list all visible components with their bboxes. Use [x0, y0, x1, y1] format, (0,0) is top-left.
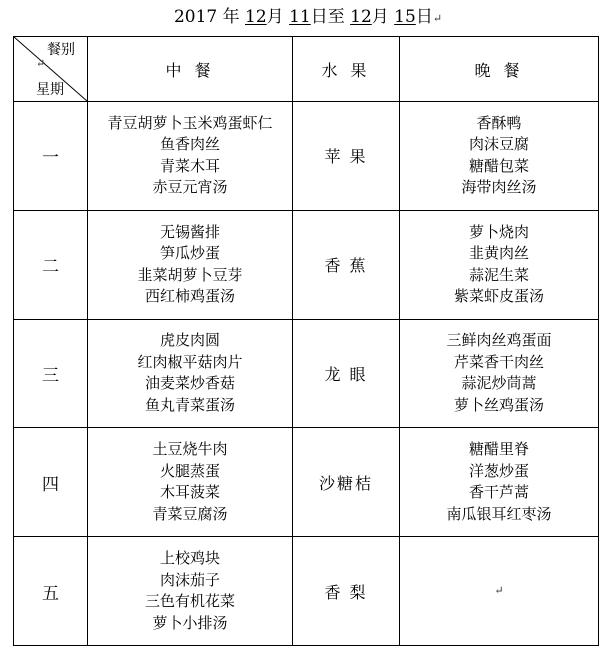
fruit-cell: 苹 果 [293, 102, 400, 211]
dish: 三鲜肉丝鸡蛋面 [446, 331, 552, 350]
lunch-cell [88, 102, 293, 211]
dish: 赤豆元宵汤 [152, 178, 228, 197]
title-to: 日至 [310, 7, 345, 27]
dish: 紫菜虾皮蛋汤 [453, 287, 544, 306]
title-year-unit: 年 [222, 7, 240, 27]
dish: 青菜豆腐汤 [152, 504, 228, 523]
title-start-day: 11 [289, 7, 311, 27]
dinner-cell [400, 428, 599, 537]
dish: 南瓜银耳红枣汤 [446, 504, 552, 523]
weekday-cell: 五 [14, 537, 88, 646]
dish: 海带肉丝汤 [461, 178, 537, 197]
paragraph-mark: ↵ [494, 584, 504, 598]
dish: 笋瓜炒蛋 [159, 244, 220, 263]
dish: 洋葱炒蛋 [468, 461, 529, 480]
dish: 萝卜烧肉 [468, 222, 529, 241]
table-row [14, 537, 599, 646]
weekday-cell: 三 [14, 319, 88, 428]
dish: 肉沫茄子 [159, 570, 220, 589]
dish: 鱼丸青菜蛋汤 [144, 395, 235, 414]
dish: 香酥鸭 [476, 113, 522, 132]
page-title [0, 4, 616, 32]
lunch-cell [88, 428, 293, 537]
dish: 糖醋包菜 [468, 156, 529, 175]
dish: 青菜木耳 [159, 156, 220, 175]
meal-type-label: 餐别 [47, 42, 75, 58]
title-end-day: 15 [394, 7, 416, 27]
dish: 韭黄肉丝 [468, 244, 529, 263]
dinner-cell [400, 102, 599, 211]
weekday-cell: 一 [14, 102, 88, 211]
dinner-cell [400, 319, 599, 428]
lunch-cell [88, 537, 293, 646]
fruit-header: 水 果 [293, 37, 400, 102]
diagonal-header-cell [14, 37, 88, 102]
title-end-month: 12 [350, 7, 372, 27]
dish: 蒜泥生菜 [468, 265, 529, 284]
dish: 青豆胡萝卜玉米鸡蛋虾仁 [107, 113, 273, 132]
fruit-cell: 香 梨 [293, 537, 400, 646]
weekly-menu-table [13, 36, 599, 646]
dish: 红肉椒平菇肉片 [137, 352, 243, 371]
dish: 萝卜小排汤 [152, 613, 228, 632]
paragraph-mark: ↵ [432, 12, 443, 25]
dish: 肉沫豆腐 [468, 135, 529, 154]
dish: 西红柿鸡蛋汤 [144, 287, 235, 306]
dish: 无锡酱排 [159, 222, 220, 241]
title-month-unit-2: 月 [371, 7, 389, 27]
weekday-cell: 四 [14, 428, 88, 537]
fruit-cell: 龙 眼 [293, 319, 400, 428]
dish: 糖醋里脊 [468, 440, 529, 459]
dish: 三色有机花菜 [144, 592, 235, 611]
table-row [14, 319, 599, 428]
fruit-cell: 香 蕉 [293, 210, 400, 319]
dish: 鱼香肉丝 [159, 135, 220, 154]
title-year: 2017 [173, 7, 218, 27]
dinner-header: 晚 餐 [400, 37, 599, 102]
paragraph-mark: ↵ [36, 57, 50, 70]
header-row [14, 37, 599, 102]
table-row [14, 102, 599, 211]
dish: 土豆烧牛肉 [152, 440, 228, 459]
dish: 上校鸡块 [159, 549, 220, 568]
dish: 韭菜胡萝卜豆芽 [137, 265, 243, 284]
fruit-cell: 沙糖桔 [293, 428, 400, 537]
title-start-month: 12 [245, 7, 267, 27]
lunch-cell [88, 210, 293, 319]
dish: 萝卜丝鸡蛋汤 [453, 395, 544, 414]
dinner-cell [400, 537, 599, 646]
dish: 木耳菠菜 [159, 483, 220, 502]
dish: 火腿蒸蛋 [159, 461, 220, 480]
title-month-unit-1: 月 [266, 7, 284, 27]
dish: 蒜泥炒茼蒿 [461, 374, 537, 393]
lunch-cell [88, 319, 293, 428]
table-row [14, 428, 599, 537]
title-day-unit: 日 [415, 7, 433, 27]
weekday-label: 星期 [36, 82, 64, 98]
dish: 芹菜香干肉丝 [453, 352, 544, 371]
dish: 油麦菜炒香菇 [144, 374, 235, 393]
weekday-cell: 二 [14, 210, 88, 319]
table-row [14, 210, 599, 319]
dish: 虎皮肉圆 [159, 331, 220, 350]
lunch-header: 中 餐 [88, 37, 293, 102]
dinner-cell [400, 210, 599, 319]
dish: 香干芦蒿 [468, 483, 529, 502]
